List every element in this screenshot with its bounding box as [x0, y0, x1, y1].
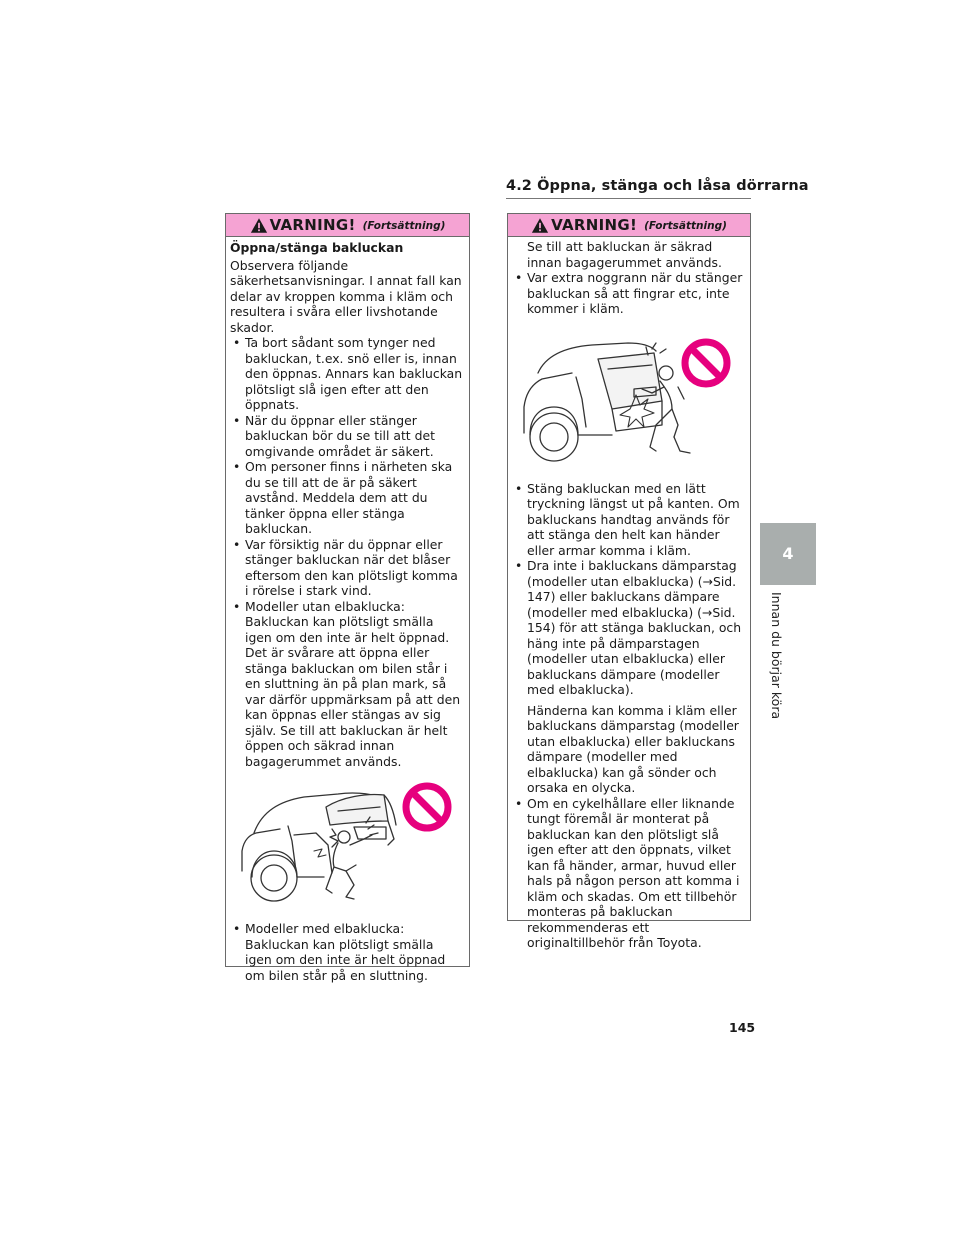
warning-header: [226, 214, 469, 237]
list-item: • Modeller med elbaklucka: Bakluckan kan plötsligt smälla igen om den inte är helt öppnad om bilen står på en sluttning.: [233, 921, 446, 983]
continued-text: Händerna kan komma i kläm eller bakluckans dämparstag (modeller utan elbaklucka) eller bakluckans dämpare (modeller med elbaklucka) kan gå sönder och orsaka en olycka.: [527, 702, 739, 795]
warning-subtitle: (Fortsättning): [362, 220, 446, 232]
list-item: • När du öppnar eller stänger bakluckan bör du se till att det omgivande området är säkert.: [233, 412, 435, 459]
page-number: 145: [729, 1020, 756, 1035]
warning-triangle-icon: [531, 217, 549, 234]
list-item: • Var försiktig när du öppnar eller stänger bakluckan när det blåser eftersom den kan plötsligt komma i rörelse i stark vind.: [233, 536, 458, 598]
chapter-label: Innan du börjar köra: [769, 592, 784, 720]
chapter-tab[interactable]: [760, 523, 816, 585]
intro-text: Observera följande säkerhetsanvisningar. I annat fall kan delar av kroppen komma i kläm och resultera i svåra eller livshotande skador.: [230, 257, 462, 335]
chapter-number: 4: [782, 544, 794, 563]
bullet-list: [512, 481, 744, 698]
list-item: • Om en cykelhållare eller liknande tungt föremål är monterat på bakluckan kan den plötsligt slå igen efter att den öppnats, vilket kan få händer, armar, huvud eller hals på någon person att komma i kläm och skadas. Om ett tillbehör monteras på bakluckan rekommenderas ett originaltillbehör från Toyota.: [515, 795, 740, 950]
bullet-list: [230, 921, 463, 983]
bullet-list: [230, 335, 463, 769]
list-item: • Ta bort sådant som tynger ned bakluckan, t.ex. snö eller is, innan den öppnas. Annars kan bakluckan plötsligt slå igen efter att den öppnats.: [233, 335, 463, 412]
list-item: • Modeller utan elbaklucka: Bakluckan kan plötsligt smälla igen om den inte är helt öppnad. Det är svårare att öppna eller stänga bakluckan om bilen står i en sluttning än på plan mark, så var därför uppmärksam på att den kan öppnas eller stängas av sig själv. Se till att bakluckan är helt öppen och säkrad innan bagagerummet används.: [233, 598, 461, 769]
warning-subtitle: (Fortsättning): [644, 220, 727, 232]
warning-title: VARNING!: [269, 216, 356, 234]
continued-text: Se till att bakluckan är säkrad innan bagagerummet används.: [527, 239, 722, 270]
warning-body: [226, 237, 469, 983]
warning-title: VARNING!: [551, 216, 638, 234]
warning-box-right: [507, 213, 751, 950]
list-item: • Var extra noggrann när du stänger bakluckan så att fingrar etc, inte kommer i kläm.: [515, 270, 743, 316]
list-item: • Dra inte i bakluckans dämparstag (modeller utan elbaklucka) (→Sid. 147) eller bakluckans dämpare (modeller med elbaklucka) (→Sid. 154) för att stänga bakluckan, och häng inte på dämparstagen (modeller utan elbaklucka) eller bakluckans dämpare (modeller med elbaklucka).: [515, 558, 742, 697]
header-title: 4.2 Öppna, stänga och låsa dörrarna: [506, 178, 809, 194]
chapter-side-label: [766, 592, 786, 722]
warning-triangle-icon: [250, 217, 268, 234]
prohibition-icon: [406, 786, 448, 828]
list-item: • Om personer finns i närheten ska du se till att de är på säkert avstånd. Meddela dem att du tänker öppna eller stänga bakluckan.: [233, 459, 453, 536]
warning-header: [508, 214, 750, 237]
tailgate-finger-hazard-illustration: [516, 329, 741, 469]
warning-box-left: [225, 213, 470, 983]
header-rule: [506, 198, 751, 199]
tailgate-hazard-illustration: [234, 781, 459, 909]
bullet-list: [512, 270, 744, 317]
list-item: • Stäng bakluckan med en lätt tryckning längst ut på kanten. Om bakluckans handtag används för att stänga den helt kan händer eller armar komma i kläm.: [515, 480, 740, 558]
section-title: Öppna/stänga bakluckan: [230, 240, 404, 255]
prohibition-icon: [685, 342, 727, 384]
bullet-list: [512, 796, 744, 951]
warning-body: [508, 237, 750, 951]
